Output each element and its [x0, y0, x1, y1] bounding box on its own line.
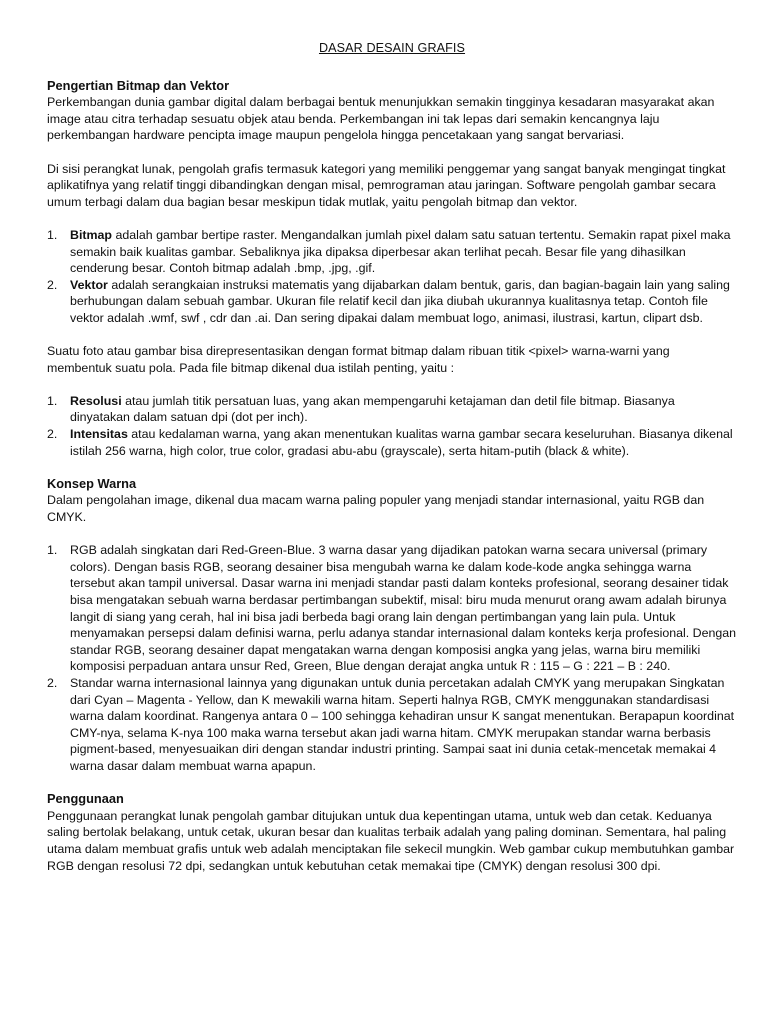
list-item — [47, 227, 737, 277]
paragraph: Perkembangan dunia gambar digital dalam berbagai bentuk menunjukkan semakin tingginya kesadaran masyarakat akan image atau citra terhadap sesuatu objek atau benda. Perkembangan ini tak lepas dari semakin kencangnya laju perkembangan hardware pencipta image maupun pengelola hingga pencetakaan yang sangat bervariasi. — [47, 95, 715, 143]
section-heading-konsep-warna: Konsep Warna — [47, 475, 137, 491]
list-item — [47, 542, 737, 675]
list-item — [47, 277, 737, 327]
list-konsep-warna — [47, 542, 737, 774]
document-title: DASAR DESAIN GRAFIS — [318, 41, 466, 55]
paragraph: Di sisi perangkat lunak, pengolah grafis termasuk kategori yang memiliki penggemar yang sangat banyak mengingat tingkat aplikatifnya yang relatif tinggi dibandingkan dengan misal, pemrograman atau jaringan. Software pengolah gambar secara umum terbagi dalam dua bagian besar meskipun tidak mutlak, yaitu pengolah bitmap dan vektor. — [47, 161, 726, 209]
section-heading-penggunaan: Penggunaan — [47, 791, 124, 807]
list-number: 1. — [47, 543, 58, 558]
list-term: Vektor — [70, 277, 108, 292]
list-item — [47, 675, 737, 775]
paragraph: Dalam pengolahan image, dikenal dua macam warna paling populer yang menjadi standar internasional, yaitu RGB dan CMYK. — [47, 493, 705, 525]
paragraph: Suatu foto atau gambar bisa direpresentasikan dengan format bitmap dalam ribuan titik <pixel> warna-warni yang membentuk suatu pola. Pada file bitmap dikenal dua istilah penting, yaitu : — [47, 344, 670, 375]
document-page — [47, 40, 737, 891]
list-bitmap-terms — [47, 393, 737, 459]
list-number: 2. — [47, 675, 58, 690]
list-text: atau jumlah titik persatuan luas, yang akan mempengaruhi ketajaman dan detil file bitmap. Biasanya dinyatakan dalam satuan dpi (dot per inch). — [70, 393, 675, 425]
list-text: atau kedalaman warna, yang akan menentukan kualitas warna gambar secara keseluruhan. Biasanya dikenal istilah 256 warna, high color, true color, gradasi abu-abu (grayscale), serta hitam-putih (black & white). — [70, 427, 733, 458]
paragraph: Penggunaan perangkat lunak pengolah gambar ditujukan untuk dua kepentingan utama, untuk web dan cetak. Keduanya saling bertolak belakang, untuk cetak, ukuran besar dan kualitas terbaik adalah yang paling dominan. Sementara, hal paling utama dalam membuat grafis untuk web adalah menciptakan file sekecil mungkin. Web gambar cukup membutuhkan gambar RGB dengan resolusi 72 dpi, sedangkan untuk kebutuhan cetak memakai tipe (CMYK) dengan resolusi 300 dpi. — [47, 808, 735, 873]
list-item — [47, 426, 737, 459]
list-term: Intensitas — [70, 427, 128, 442]
list-number: 1. — [47, 227, 58, 242]
section-heading-bitmap-vektor: Pengertian Bitmap dan Vektor — [47, 77, 230, 93]
list-text: adalah gambar bertipe raster. Mengandalkan jumlah pixel dalam satu satuan tertentu. Semakin rapat pixel maka semakin baik kualitas gambar. Sebaliknya jika dipaksa diperbesar akan terlihat pecah. Besar file yang dihasilkan cenderung besar. Contoh bitmap adalah .bmp, .jpg, .gif. — [70, 227, 731, 276]
list-text: RGB adalah singkatan dari Red-Green-Blue. 3 warna dasar yang dijadikan patokan warna secara universal (primary colors). Dengan basis RGB, seorang desainer bisa mengubah warna ke dalam kode-kode angka sehingga warna tersebut akan tampil universal. Dasar warna ini menjadi standar pasti dalam konteks profesional, seorang desainer tidak bisa mengatakan sebuah warna berdasar pertimbangan subektif, misal: biru muda menurut orang awam adalah birunya langit di siang yang cerah, hal ini bisa jadi berbeda bagi orang lain dengan pertimbangan yang lain pula. Untuk menyamakan persepsi dalam definisi warna, perlu adanya standar internasional dalam konteks kerja profesional. Dengan standar RGB, seorang desainer dapat mengatakan warna dengan komposisi angka yang jelas, warna biru memiliki komposisi perpaduan antara unsur Red, Green, Blue dengan derajat angka untuk R : 115 – G : 221 – B : 240. — [70, 543, 737, 674]
list-number: 2. — [47, 277, 58, 292]
list-bitmap-vektor — [47, 227, 737, 327]
list-number: 1. — [47, 393, 58, 408]
list-term: Resolusi — [70, 393, 122, 408]
list-number: 2. — [47, 427, 58, 442]
list-text: Standar warna internasional lainnya yang digunakan untuk dunia percetakan adalah CMYK yang merupakan Singkatan dari Cyan – Magenta - Yellow, dan K mewakili warna hitam. Seperti halnya RGB, CMYK menggunakan standardisasi warna dalam koordinat. Rangenya antara 0 – 100 sehingga kehadiran unsur K sangat menentukan. Berapapun koordinat CMY-nya, selama K-nya 100 maka warna tersebut akan jadi warna hitam. CMYK merupakan standar warna berbasis pigment-based, menyesuaikan diri dengan standar industri printing. Sampai saat ini dunia cetak-mencetak memakai 4 warna dasar dalam membuat warna apapun. — [70, 675, 735, 773]
list-item — [47, 393, 737, 426]
list-term: Bitmap — [70, 227, 112, 242]
list-text: adalah serangkaian instruksi matematis yang dijabarkan dalam bentuk, garis, dan bagian-bagain lain yang saling berhubungan dalam sebuah gambar. Ukuran file relatif kecil dan jika diubah ukurannya kualitasnya tetap. Contoh file vektor adalah .wmf, swf , cdr dan .ai. Dan sering dipakai dalam membuat logo, animasi, ilustrasi, kartun, clipart dsb. — [70, 277, 730, 325]
